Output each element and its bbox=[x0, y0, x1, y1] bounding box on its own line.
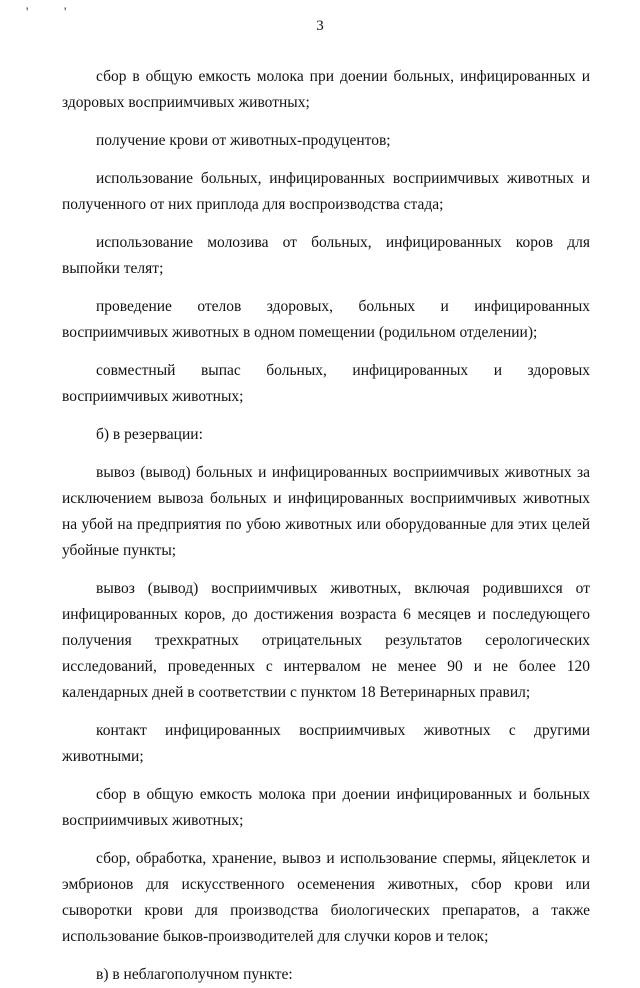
scan-mark-right: ' bbox=[64, 4, 67, 19]
page-number: 3 bbox=[316, 18, 324, 34]
scan-mark-left: ' bbox=[26, 4, 29, 19]
paragraph: использование больных, инфицированных восприимчивых животных и полученного от них приплода для воспроизводства стада; bbox=[62, 170, 590, 213]
paragraph: вывоз (вывод) больных и инфицированных восприимчивых животных за исключением вывоза больных и инфицированных восприимчивых животных на убой на предприятия по убою животных или оборудованные для этих целей убойные пункты; bbox=[62, 464, 590, 559]
document-body bbox=[62, 64, 590, 988]
section-heading: в) в неблагополучном пункте: bbox=[96, 966, 293, 983]
paragraph: сбор, обработка, хранение, вывоз и использование спермы, яйцеклеток и эмбрионов для искусственного осеменения животных, сбор крови или сыворотки крови для производства биологических препаратов, а также использование быков-производителей для случки коров и телок; bbox=[62, 850, 590, 945]
paragraph: вывоз (вывод) восприимчивых животных, включая родившихся от инфицированных коров, до достижения возраста 6 месяцев и последующего получения трехкратных отрицательных результатов серологических исследований, проведенных с интервалом не менее 90 и не более 120 календарных дней в соответствии с пунктом 18 Ветеринарных правил; bbox=[62, 580, 590, 701]
paragraph: получение крови от животных-продуцентов; bbox=[96, 132, 391, 149]
paragraph: проведение отелов здоровых, больных и инфицированных восприимчивых животных в одном помещении (родильном отделении); bbox=[62, 298, 590, 341]
paragraph: контакт инфицированных восприимчивых животных с другими животными; bbox=[62, 722, 590, 765]
section-heading: б) в резервации: bbox=[96, 426, 203, 443]
paragraph: совместный выпас больных, инфицированных и здоровых восприимчивых животных; bbox=[62, 362, 590, 405]
paragraph: сбор в общую емкость молока при доении больных, инфицированных и здоровых восприимчивых животных; bbox=[62, 68, 590, 111]
paragraph: использование молозива от больных, инфицированных коров для выпойки телят; bbox=[62, 234, 590, 277]
paragraph: сбор в общую емкость молока при доении инфицированных и больных восприимчивых животных; bbox=[62, 786, 590, 829]
